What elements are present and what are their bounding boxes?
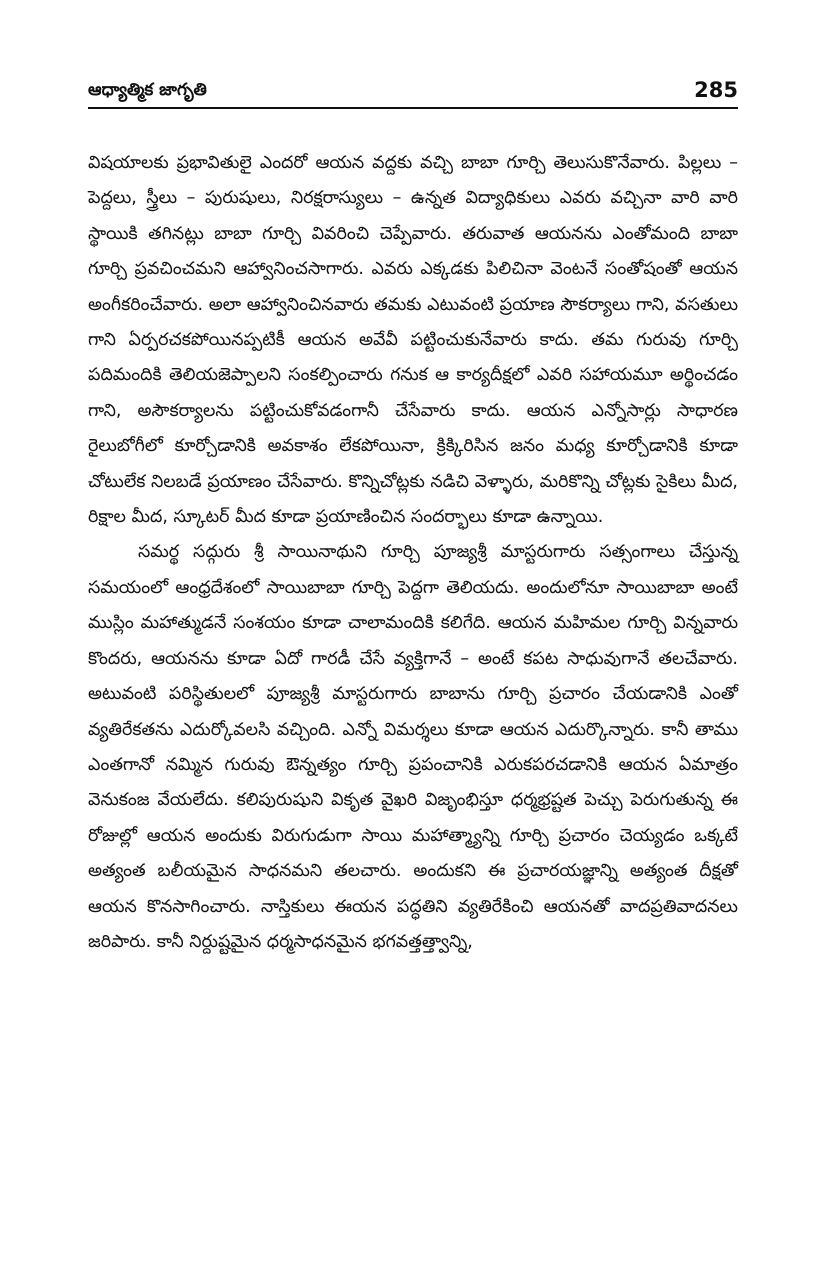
page-header [88,78,738,108]
paragraph: సమర్థ సద్గురు శ్రీ సాయినాథుని గూర్చి పూజ్యశ్రీ మాస్టరుగారు సత్సంగాలు చేస్తున్న సమయంలో ఆంధ్రదేశంలో సాయిబాబా గూర్చి పెద్దగా తెలియదు. అందులోనూ సాయిబాబా అంటే ముస్లిం మహాత్ముడనే సంశయం కూడా చాలామందికి కలిగేది. ఆయన మహిమల గూర్చి విన్నవారు కొందరు, ఆయనను కూడా ఏదో గారడీ చేసే వ్యక్తిగానే – అంటే కపట సాధువుగానే తలచేవారు. అటువంటి పరిస్థితులలో పూజ్యశ్రీ మాస్టరుగారు బాబాను గూర్చి ప్రచారం చేయడానికి ఎంతో వ్యతిరేకతను ఎదుర్కోవలసి వచ్చింది. ఎన్నో విమర్శలు కూడా ఆయన ఎదుర్కొన్నారు. కానీ తాము ఎంతగానో నమ్మిన గురువు ఔన్నత్యం గూర్చి ప్రపంచానికి ఎరుకపరచడానికి ఆయన ఏమాత్రం వెనుకంజ వేయలేదు. కలిపురుషుని వికృత వైఖరి విజృంభిస్తూ ధర్మభ్రష్టత పెచ్చు పెరుగుతున్న ఈ రోజుల్లో ఆయన అందుకు విరుగుడుగా సాయి మహాత్మ్యాన్ని గూర్చి ప్రచారం చెయ్యడం ఒక్కటే అత్యంత బలీయమైన సాధనమని తలచారు. అందుకని ఈ ప్రచారయజ్ఞాన్ని అత్యంత దీక్షతో ఆయన కొనసాగించారు. నాస్తికులు ఈయన పద్ధతిని వ్యతిరేకించి ఆయనతో వాదప్రతివాదనలు జరిపారు. కానీ నిర్దుష్టమైన ధర్మసాధనమైన భగవత్తత్త్వాన్ని, [88,542,738,952]
page-number: 285 [694,78,738,102]
header-rule [88,107,738,109]
running-head: ఆధ్యాత్మిక జాగృతి [88,80,207,100]
paragraph: విషయాలకు ప్రభావితులై ఎందరో ఆయన వద్దకు వచ్చి బాబా గూర్చి తెలుసుకొనేవారు. పిల్లలు – పెద్దలు, స్త్రీలు – పురుషులు, నిరక్షరాస్యులు – ఉన్నత విద్యాధికులు ఎవరు వచ్చినా వారి వారి స్థాయికి తగినట్లు బాబా గూర్చి వివరించి చెప్పేవారు. తరువాత ఆయనను ఎంతోమంది బాబా గూర్చి ప్రవచించమని ఆహ్వానించసాగారు. ఎవరు ఎక్కడకు పిలిచినా వెంటనే సంతోషంతో ఆయన అంగీకరించేవారు. అలా ఆహ్వానించినవారు తమకు ఎటువంటి ప్రయాణ సౌకర్యాలు గాని, వసతులు గాని ఏర్పరచకపోయినప్పటికీ ఆయన అవేవీ పట్టించుకునేవారు కాదు. తమ గురువు గూర్చి పదిమందికి తెలియజెప్పాలని సంకల్పించారు గనుక ఆ కార్యదీక్షలో ఎవరి సహాయమూ అర్థించడం గాని, అసౌకర్యాలను పట్టించుకోవడంగానీ చేసేవారు కాదు. ఆయన ఎన్నోసార్లు సాధారణ రైలుబోగీలో కూర్చోడానికి అవకాశం లేకపోయినా, క్రిక్కిరిసిన జనం మధ్య కూర్చోడానికి కూడా చోటులేక నిలబడే ప్రయాణం చేసేవారు. కొన్నిచోట్లకు నడిచి వెళ్ళారు, మరికొన్ని చోట్లకు సైకిలు మీద, రిక్షాల మీద, స్కూటర్ మీద కూడా ప్రయాణించిన సందర్భాలు కూడా ఉన్నాయి. [88,153,738,528]
body-text [88,146,738,960]
